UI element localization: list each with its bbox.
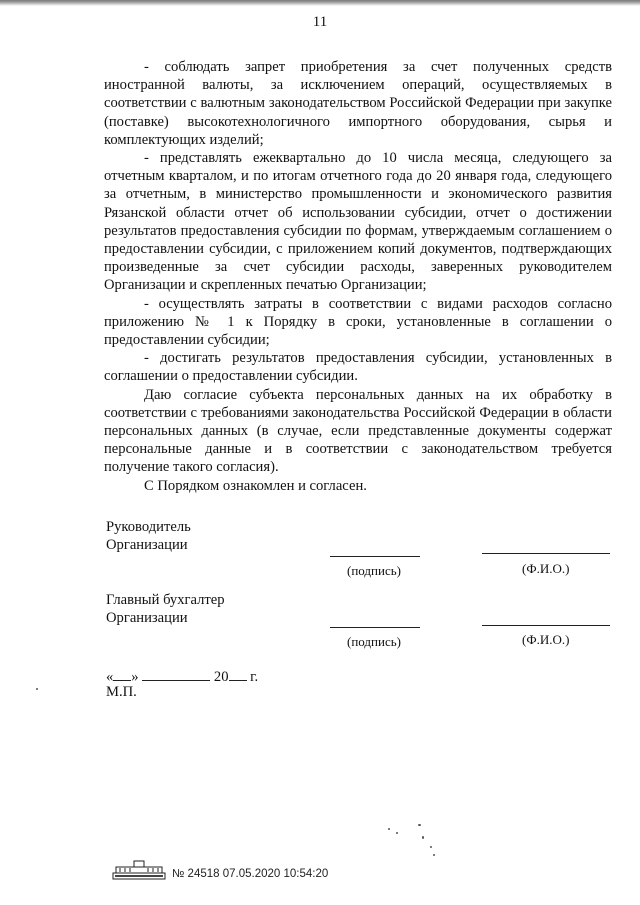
- paragraph-expenses: - осуществлять затраты в соответствии с видами расходов согласно приложению № 1 к Порядку в сроки, установленные в соглашении о предоставлении субсидии;: [104, 295, 612, 349]
- footer-timestamp: 07.05.2020 10:54:20: [222, 868, 329, 880]
- scan-speck: [388, 828, 390, 830]
- page-number: 11: [312, 14, 328, 30]
- footer-document-id: [172, 868, 328, 880]
- print-house-logo-icon: [112, 858, 166, 882]
- head-name-line: [482, 553, 610, 554]
- scan-speck: [36, 688, 38, 690]
- head-signature-line: [330, 556, 420, 557]
- scan-top-edge: [0, 0, 640, 6]
- year-prefix: 20: [213, 669, 229, 685]
- head-title: [106, 518, 191, 555]
- paragraph-results: - достигать результатов предоставления субсидии, установленных в соглашении о предоставлении субсидии.: [104, 350, 612, 385]
- accountant-title-line2: Организации: [106, 610, 188, 627]
- head-name-caption: (Ф.И.О.): [522, 561, 570, 576]
- footer-number-mark: №: [172, 868, 185, 880]
- date-close-quote: »: [131, 669, 139, 685]
- accountant-signature-caption: (подпись): [347, 634, 401, 649]
- footer-doc-id: 24518: [187, 868, 220, 880]
- head-signature-caption: (подпись): [347, 563, 401, 578]
- head-title-line1: Руководитель: [106, 519, 191, 535]
- scan-speck: [433, 854, 435, 856]
- head-title-line2: Организации: [106, 537, 188, 554]
- accountant-title: [106, 591, 225, 628]
- stamp-place: М.П.: [106, 684, 137, 700]
- scan-speck: [396, 832, 398, 834]
- month-blank: [142, 668, 210, 681]
- year-suffix: г.: [250, 669, 259, 685]
- document-body: [104, 58, 612, 495]
- accountant-name-line: [482, 625, 610, 626]
- scan-speck: [418, 824, 421, 826]
- paragraph-currency-ban: - соблюдать запрет приобретения за счет полученных средств иностранной валюты, за исключением операций, осуществляемых в соответствии с валютным законодательством Российской Федерации при закупке (поставке) высокотехнологичного импортного оборудования, сырья и комплектующих изделий;: [104, 59, 612, 148]
- date-open-quote: «: [106, 669, 114, 685]
- paragraph-quarterly-report: - представлять ежеквартально до 10 числа месяца, следующего за отчетным кварталом, и по итогам отчетного года до 20 января года, следующего за отчетным, в министерство промышленности и экономического развития Рязанской области отчет об использовании субсидии, отчет о достижении результатов предоставления субсидии по формам, утверждаемым соглашением о предоставлении субсидии, с приложением копий документов, подтверждающих произведенные за счет субсидии расходы, заверенных руководителем Организации и скрепленных печатью Организации;: [104, 150, 612, 294]
- scan-speck: [430, 846, 432, 848]
- accountant-signature-line: [330, 627, 420, 628]
- paragraph-acknowledgement: С Порядком ознакомлен и согласен.: [144, 477, 367, 494]
- paragraph-personal-data-consent: Даю согласие субъекта персональных данных на их обработку в соответствии с требованиями законодательства Российской Федерации в области персональных данных (в случае, если представленные документы содержат персональные данные и в соответствии с законодательством требуется получение такого согласия).: [104, 386, 612, 476]
- day-blank: [113, 668, 131, 681]
- accountant-name-caption: (Ф.И.О.): [522, 632, 570, 647]
- scan-speck: [422, 836, 424, 839]
- year-blank: [229, 668, 247, 681]
- accountant-title-line1: Главный бухгалтер: [106, 592, 225, 608]
